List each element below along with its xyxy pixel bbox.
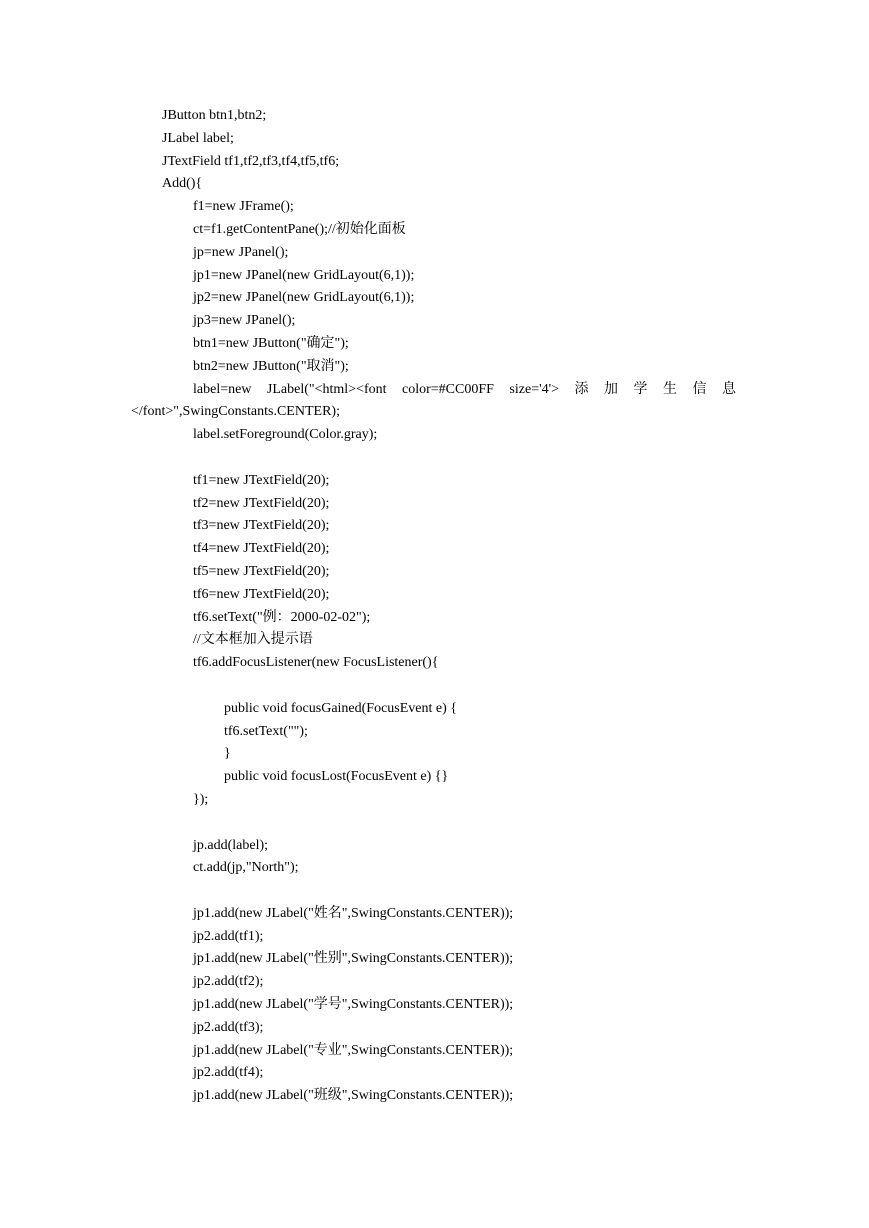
- code-line: tf6.setText("例：2000-02-02");: [193, 609, 371, 625]
- code-line: jp1.add(new JLabel("性别",SwingConstants.CENTER));: [193, 951, 514, 967]
- code-line: JTextField tf1,tf2,tf3,tf4,tf5,tf6;: [162, 153, 340, 169]
- code-line: Add(){: [162, 176, 203, 192]
- code-line: ct=f1.getContentPane();//初始化面板: [193, 221, 406, 237]
- code-token: 息: [721, 381, 736, 397]
- code-line: jp3=new JPanel();: [193, 313, 296, 329]
- code-line: JLabel label;: [162, 130, 234, 146]
- code-line: btn2=new JButton("取消");: [193, 358, 349, 374]
- code-line: jp2.add(tf3);: [193, 1019, 264, 1035]
- code-line-blank: [0, 880, 869, 903]
- code-token: 加: [604, 381, 618, 397]
- code-token: color=#CC00FF: [402, 381, 494, 397]
- code-line: tf6.addFocusListener(new FocusListener(){: [193, 655, 439, 671]
- code-line: btn1=new JButton("确定");: [193, 335, 349, 351]
- code-line-blank: [0, 675, 869, 698]
- code-token: 生: [662, 381, 677, 397]
- code-line: jp2.add(tf2);: [193, 974, 264, 990]
- code-line: public void focusGained(FocusEvent e) {: [224, 700, 457, 716]
- code-line: JButton btn1,btn2;: [162, 108, 267, 123]
- code-line: tf3=new JTextField(20);: [193, 518, 330, 534]
- code-token: size='4'>: [509, 381, 560, 397]
- code-line: jp=new JPanel();: [193, 244, 289, 260]
- code-comment: //文本框加入提示语: [193, 632, 313, 648]
- code-line-justified: [0, 379, 736, 402]
- code-line: public void focusLost(FocusEvent e) {}: [224, 769, 449, 785]
- code-token: 信: [692, 381, 707, 397]
- code-line: jp1.add(new JLabel("专业",SwingConstants.CENTER));: [193, 1042, 514, 1058]
- code-listing: [0, 105, 869, 1108]
- code-line: tf1=new JTextField(20);: [193, 472, 330, 488]
- code-line: tf6=new JTextField(20);: [193, 586, 330, 602]
- code-line: jp1.add(new JLabel("班级",SwingConstants.CENTER));: [193, 1088, 514, 1104]
- code-line: jp.add(label);: [193, 837, 269, 853]
- code-line: tf4=new JTextField(20);: [193, 541, 330, 557]
- code-token: 添: [574, 381, 589, 397]
- code-line: jp2.add(tf1);: [193, 928, 264, 944]
- code-line: ct.add(jp,"North");: [193, 860, 299, 876]
- code-line: tf6.setText("");: [224, 723, 308, 739]
- code-line-blank: [0, 812, 869, 835]
- code-line-blank: [0, 447, 869, 470]
- code-line: jp1=new JPanel(new GridLayout(6,1));: [193, 267, 415, 283]
- code-line: tf5=new JTextField(20);: [193, 563, 330, 579]
- code-line: </font>",SwingConstants.CENTER);: [131, 404, 340, 420]
- code-line: }: [224, 746, 231, 762]
- code-line: f1=new JFrame();: [193, 199, 294, 215]
- code-token: JLabel("<html><font: [266, 381, 387, 397]
- code-line: jp2=new JPanel(new GridLayout(6,1));: [193, 290, 415, 306]
- code-line: jp1.add(new JLabel("姓名",SwingConstants.CENTER));: [193, 905, 514, 921]
- code-line: jp1.add(new JLabel("学号",SwingConstants.CENTER));: [193, 997, 514, 1013]
- code-line: label.setForeground(Color.gray);: [193, 427, 378, 443]
- code-line: jp2.add(tf4);: [193, 1065, 264, 1081]
- code-line: tf2=new JTextField(20);: [193, 495, 330, 511]
- code-token: label=new: [193, 381, 252, 397]
- code-token: 学: [633, 381, 648, 397]
- code-line: });: [193, 791, 209, 807]
